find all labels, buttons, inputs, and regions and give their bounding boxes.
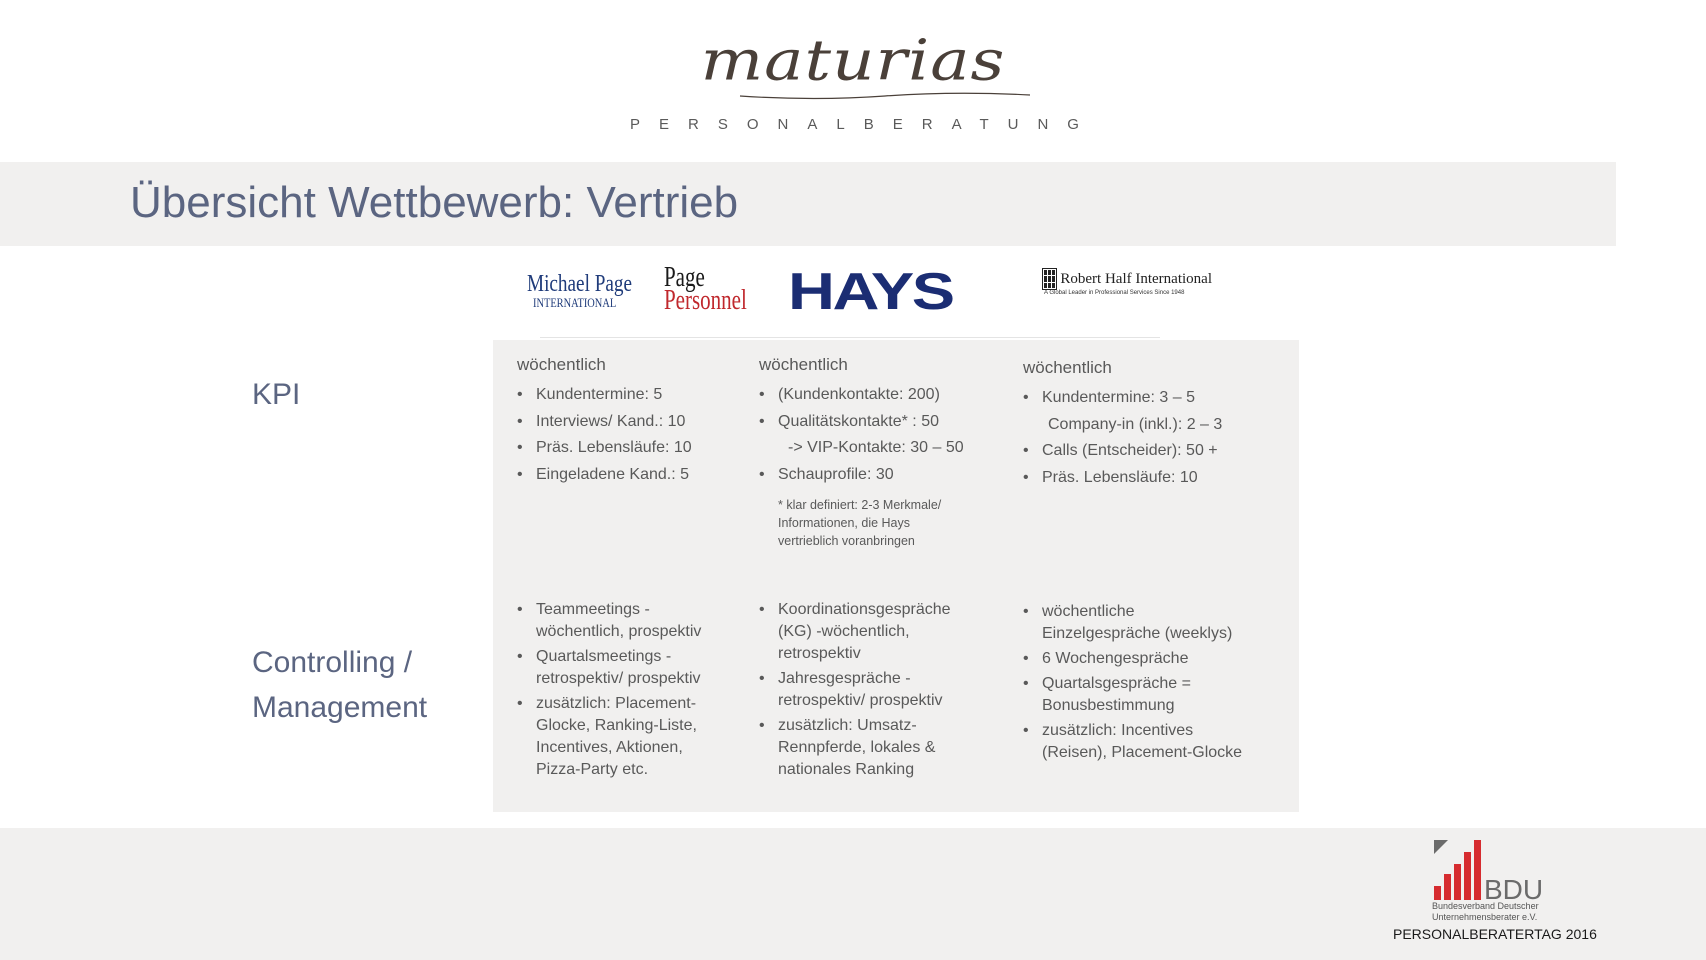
list-item: • (Kundenkontakte: 200)	[759, 384, 989, 406]
line: retrospektiv/ prospektiv	[536, 670, 701, 687]
line: • Quartalsmeetings -	[536, 648, 672, 665]
line: (Reisen), Placement-Glocke	[1042, 744, 1243, 761]
list-item: • Präs. Lebensläufe: 10	[517, 437, 737, 459]
line: nationales Ranking	[778, 761, 915, 778]
list-item	[759, 599, 999, 665]
controlling-label-line2: Management	[252, 691, 428, 724]
list-item	[1023, 601, 1283, 645]
controlling-michael-page	[517, 599, 747, 784]
bdu-bar-icon	[1454, 864, 1461, 900]
line: Bonusbestimmung	[1042, 697, 1175, 714]
footer-event: PERSONALBERATERTAG 2016	[1393, 926, 1597, 942]
line: • Jahresgespräche -	[778, 670, 911, 687]
robert-half-tagline: A Global Leader in Professional Services Since 1948	[1044, 290, 1185, 296]
line: Rennpferde, lokales &	[778, 739, 936, 756]
line: Glocke, Ranking-Liste,	[536, 717, 697, 734]
list-item: • Calls (Entscheider): 50 +	[1023, 440, 1273, 462]
bdu-bar-icon	[1464, 852, 1471, 900]
bdu-line: Bundesverband Deutscher	[1432, 901, 1539, 911]
logo-subtitle: PERSONALBERATUNG	[630, 116, 1098, 133]
line: retrospektiv/ prospektiv	[778, 692, 943, 709]
list-item: • Qualitätskontakte* : 50	[759, 411, 989, 433]
line: • zusätzlich: Placement-	[536, 695, 697, 712]
controlling-label-line1: Controlling /	[252, 646, 413, 679]
controlling-row-label	[252, 640, 492, 730]
line: wöchentlich, prospektiv	[536, 623, 702, 640]
kpi-head: wöchentlich	[517, 355, 606, 374]
logo-swash-icon	[735, 90, 1035, 102]
bdu-triangle-icon	[1434, 840, 1448, 854]
kpi-hays	[759, 354, 989, 550]
line: • Quartalsgespräche =	[1042, 675, 1191, 692]
line: retrospektiv	[778, 645, 861, 662]
list-item: • Interviews/ Kand.: 10	[517, 411, 737, 433]
line: • Koordinationsgespräche	[778, 601, 951, 618]
maturias-logo: maturias	[700, 27, 1006, 94]
list-item	[759, 668, 999, 712]
list-item	[1023, 673, 1283, 717]
page-personnel-page: Page	[664, 262, 706, 294]
list-item	[1023, 648, 1283, 670]
bdu-bar-icon	[1474, 840, 1481, 900]
robert-half-logo	[1042, 268, 1212, 324]
page-title: Übersicht Wettbewerb: Vertrieb	[130, 178, 739, 227]
list-item: • Kundentermine: 3 – 5	[1023, 387, 1273, 409]
line: Einzelgespräche (weeklys)	[1042, 625, 1233, 642]
list-item	[759, 715, 999, 781]
list-item: -> VIP-Kontakte: 30 – 50	[788, 439, 964, 456]
list-item	[517, 693, 747, 781]
list-item	[1023, 720, 1283, 764]
kpi-michael-page	[517, 354, 737, 490]
line: Pizza-Party etc.	[536, 761, 649, 778]
page-personnel-personnel: Personnel	[664, 285, 748, 316]
list-item: Company-in (inkl.): 2 – 3	[1048, 415, 1223, 433]
bdu-bar-icon	[1434, 886, 1441, 900]
kpi-robert-half	[1023, 357, 1273, 493]
hays-logo: HAYS	[788, 263, 953, 321]
line: • Teammeetings -	[536, 601, 650, 618]
line: • wöchentliche	[1042, 603, 1135, 620]
controlling-hays	[759, 599, 999, 784]
bdu-full-name	[1432, 901, 1552, 923]
line: • 6 Wochengespräche	[1042, 650, 1189, 667]
kpi-head: wöchentlich	[759, 355, 848, 374]
line: • zusätzlich: Incentives	[1042, 722, 1194, 739]
kpi-row-label: KPI	[252, 378, 301, 411]
hays-footnote	[759, 496, 989, 550]
list-item: • Eingeladene Kand.: 5	[517, 464, 737, 486]
note-line: Informationen, die Hays	[778, 515, 911, 530]
bdu-bar-icon	[1444, 874, 1451, 900]
list-item	[517, 599, 747, 643]
bdu-line: Unternehmensberater e.V.	[1432, 912, 1538, 922]
list-item	[517, 646, 747, 690]
list-item: • Schauprofile: 30	[759, 464, 989, 486]
michael-page-logo	[527, 262, 748, 318]
logo-divider	[540, 337, 1160, 338]
line: (KG) -wöchentlich,	[778, 623, 910, 640]
kpi-head: wöchentlich	[1023, 358, 1112, 377]
note-line: vertrieblich voranbringen	[778, 533, 915, 548]
michael-page-international: INTERNATIONAL	[533, 294, 617, 310]
list-item: • Kundentermine: 5	[517, 384, 737, 406]
robert-half-emblem-icon	[1042, 268, 1057, 290]
line: • zusätzlich: Umsatz-	[778, 717, 917, 734]
bdu-abbr: BDU	[1484, 874, 1544, 905]
controlling-robert-half	[1023, 601, 1283, 767]
note-line: * klar definiert: 2-3 Merkmale/	[778, 497, 942, 512]
list-item: • Präs. Lebensläufe: 10	[1023, 467, 1273, 489]
robert-half-name: Robert Half International	[1060, 270, 1212, 287]
line: Incentives, Aktionen,	[536, 739, 683, 756]
michael-page-name: Michael Page	[527, 270, 633, 297]
